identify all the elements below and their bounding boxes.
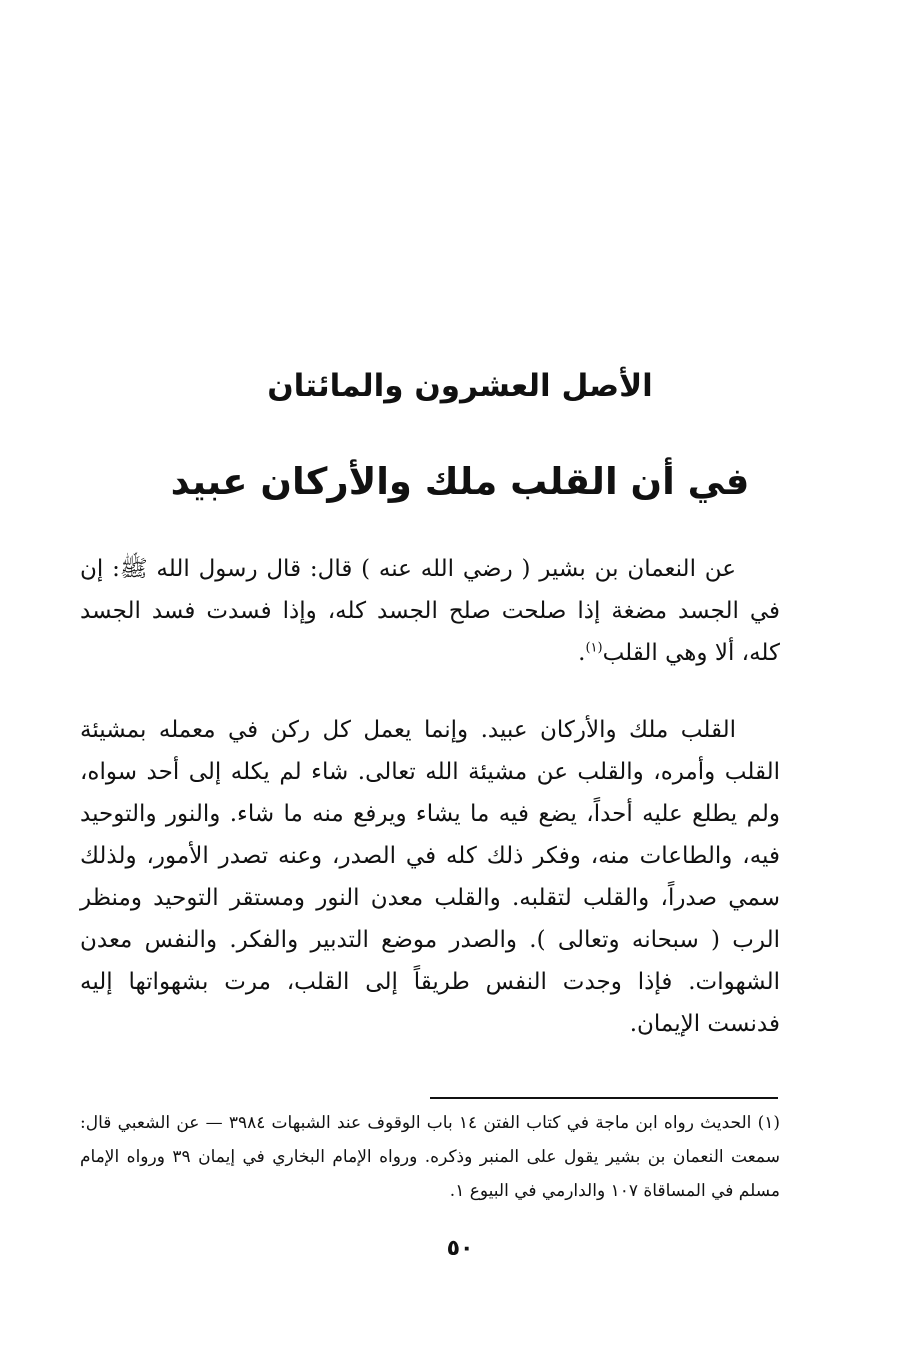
chapter-subtitle: في أن القلب ملك والأركان عبيد xyxy=(170,460,750,503)
page-number: ٥٠ xyxy=(446,1236,474,1261)
footnote-reference: (١) xyxy=(585,640,603,656)
chapter-title: الأصل العشرون والمائتان xyxy=(267,368,653,404)
footnote: (١) الحديث رواه ابن ماجة في كتاب الفتن ١٤ باب الوقوف عند الشبهات ٣٩٨٤ — عن الشعبي قال: سمعت النعمان بن بشير يقول على المنبر وذكره. ورواه الإمام البخاري في إيمان ٣٩ ورواه الإمام مسلم في المساقاة ١٠٧ والدارمي في البيوع ١. xyxy=(80,1113,781,1201)
hadith-text: عن النعمان بن بشير ( رضي الله عنه ) قال: قال رسول الله ﷺ: إن في الجسد مضغة إذا صلحت صلح الجسد كله، وإذا فسدت فسد الجسد كله، ألا وهي القلب xyxy=(80,556,780,666)
footnote-divider xyxy=(430,1097,778,1099)
commentary-text: القلب ملك والأركان عبيد. وإنما يعمل كل ركن في معمله بمشيئة القلب وأمره، والقلب عن مشيئة الله تعالى. شاء لم يكله إلى أحد سواه، ولم يطلع عليه أحداً، يضع فيه ما يشاء ويرفع منه ما شاء. والنور والتوحيد فيه، والطاعات منه، وفكر ذلك كله في الصدر، وعنه تصدر الأمور، ولذلك سمي صدراً، والقلب لتقلبه. والقلب معدن النور ومستقر التوحيد ومنظر الرب ( سبحانه وتعالى ). والصدر موضع التدبير والفكر. والنفس معدن الشهوات. فإذا وجدت النفس طريقاً إلى القلب، مرت بشهواتها إليه فدنست الإيمان. xyxy=(80,717,780,1037)
commentary-paragraph xyxy=(80,709,780,1045)
hadith-end: . xyxy=(578,640,586,666)
hadith-paragraph xyxy=(80,548,780,674)
